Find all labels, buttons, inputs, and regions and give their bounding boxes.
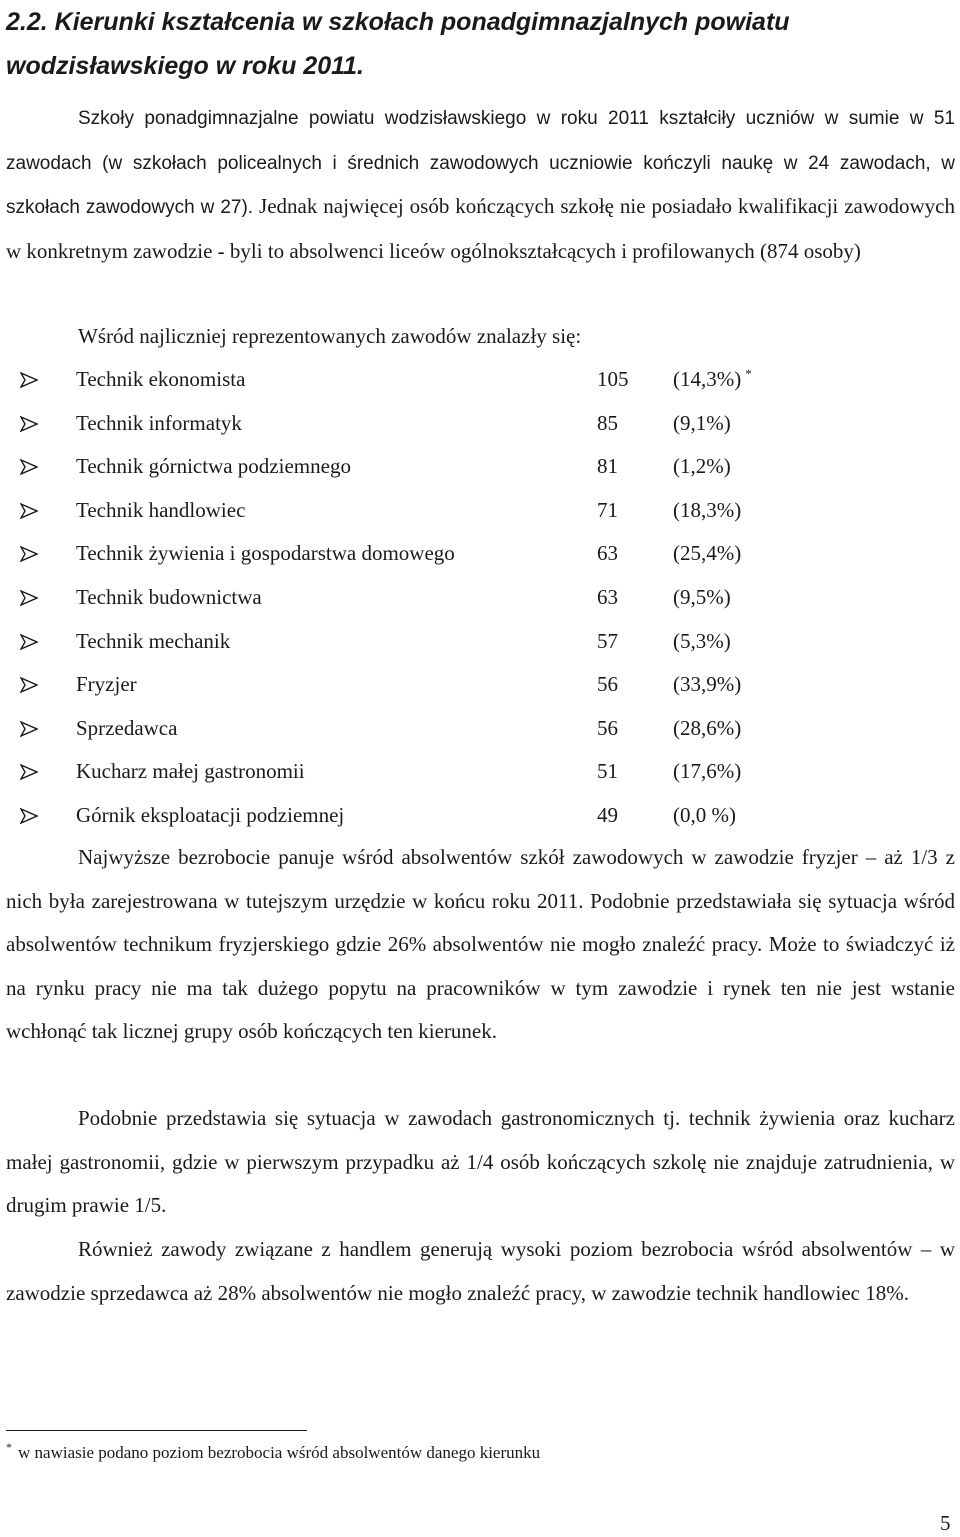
arrowhead-bullet-icon: [20, 590, 38, 606]
unemployment-rate: (33,9%): [673, 672, 742, 697]
arrowhead-bullet-icon: [20, 372, 38, 388]
unemployment-rate: (18,3%): [673, 497, 742, 522]
page-number: 5: [940, 1511, 951, 1535]
profession-name: Technik żywienia i gospodarstwa domowego: [76, 541, 455, 566]
profession-row: [0, 445, 960, 489]
profession-name: Technik informatyk: [76, 410, 242, 435]
arrowhead-bullet-icon: [20, 546, 38, 562]
graduate-count: 56: [597, 715, 618, 740]
footnote-text: w nawiasie podano poziom bezrobocia wśród absolwentów danego kierunku: [18, 1443, 541, 1462]
arrowhead-bullet-icon: [20, 808, 38, 824]
intro-sans-text: Szkoły ponadgimnazjalne powiatu wodzisławskiego w roku 2011 kształciły uczniów w sumie w 51 zawodach (w szkołach policealnych i średnich zawodowych uczniowie kończyli naukę w 24 zawodach, w szkołach zawodowych w 27).: [6, 108, 955, 218]
profession-row: [0, 620, 960, 664]
graduate-count: 85: [597, 410, 618, 435]
footnote: [6, 1438, 540, 1468]
list-lead: Wśród najliczniej reprezentowanych zawodów znalazły się:: [78, 324, 582, 348]
profession-list: [0, 358, 960, 838]
unemployment-rate: (1,2%): [673, 454, 731, 479]
graduate-count: 56: [597, 672, 618, 697]
paragraph-trade: Również zawody związane z handlem generują wysoki poziom bezrobocia wśród absolwentów – w zawodzie sprzedawca aż 28% absolwentów nie mogło znaleźć pracy, w zawodzie technik handlowiec 18%.: [6, 1237, 955, 1305]
profession-row: [0, 794, 960, 838]
profession-name: Górnik eksploatacji podziemnej: [76, 802, 345, 827]
graduate-count: 63: [597, 584, 618, 609]
footnote-reference: *: [745, 366, 752, 381]
arrowhead-bullet-icon: [20, 416, 38, 432]
graduate-count: 71: [597, 497, 618, 522]
footnote-divider: [6, 1430, 307, 1431]
graduate-count: 105: [597, 367, 629, 391]
unemployment-rate: (5,3%): [673, 628, 731, 653]
profession-name: Fryzjer: [76, 672, 137, 697]
profession-name: Technik ekonomista: [76, 367, 246, 391]
profession-row: [0, 750, 960, 794]
profession-name: Sprzedawca: [76, 715, 178, 740]
intro-serif-text: Jednak najwięcej osób kończących szkołę nie posiadało kwalifikacji zawodowych w konkretnym zawodzie - byli to absolwenci liceów ogólnokształcących i profilowanych (874 osoby): [6, 194, 955, 263]
unemployment-rate: (28,6%): [673, 715, 742, 740]
section-heading-line2: wodzisławskiego w roku 2011.: [6, 52, 364, 80]
profession-row: [0, 402, 960, 446]
profession-row: [0, 576, 960, 620]
arrowhead-bullet-icon: [20, 764, 38, 780]
arrowhead-bullet-icon: [20, 503, 38, 519]
arrowhead-bullet-icon: [20, 459, 38, 475]
paragraph-hairdresser: Najwyższe bezrobocie panuje wśród absolwentów szkół zawodowych w zawodzie fryzjer – aż 1/3 z nich była zarejestrowana w tutejszym urzędzie w końcu roku 2011. Podobnie przedstawiała się sytuacja wśród absolwentów technikum fryzjerskiego gdzie 26% absolwentów nie mogło znaleźć pracy. Może to świadczyć iż na rynku pracy nie ma tak dużego popytu na pracowników w tym zawodzie i rynek ten nie jest wstanie wchłonąć tak licznej grupy osób kończących ten kierunek.: [6, 845, 955, 1043]
graduate-count: 51: [597, 759, 618, 784]
graduate-count: 63: [597, 541, 618, 566]
unemployment-rate: (14,3%) *: [673, 366, 752, 391]
footnote-mark: *: [6, 1440, 12, 1455]
arrowhead-bullet-icon: [20, 721, 38, 737]
profession-name: Technik handlowiec: [76, 497, 246, 522]
profession-name: Kucharz małej gastronomii: [76, 759, 305, 784]
arrowhead-bullet-icon: [20, 634, 38, 650]
unemployment-rate: (9,5%): [673, 584, 731, 609]
profession-row: [0, 663, 960, 707]
unemployment-rate: (9,1%): [673, 410, 731, 435]
arrowhead-bullet-icon: [20, 677, 38, 693]
profession-row: [0, 532, 960, 576]
profession-name: Technik mechanik: [76, 628, 231, 653]
paragraph-gastronomy: Podobnie przedstawia się sytuacja w zawodach gastronomicznych tj. technik żywienia oraz kucharz małej gastronomii, gdzie w pierwszym przypadku aż 1/4 osób kończących szkolę nie znajduje zatrudnienia, w drugim prawie 1/5.: [6, 1106, 955, 1217]
unemployment-rate: (25,4%): [673, 541, 742, 566]
profession-row: [0, 358, 960, 402]
profession-name: Technik budownictwa: [76, 584, 262, 609]
graduate-count: 81: [597, 454, 618, 479]
unemployment-rate: (0,0 %): [673, 802, 736, 827]
graduate-count: 57: [597, 628, 618, 653]
graduate-count: 49: [597, 802, 618, 827]
unemployment-rate: (17,6%): [673, 759, 742, 784]
profession-row: [0, 489, 960, 533]
section-heading-line1: 2.2. Kierunki kształcenia w szkołach ponadgimnazjalnych powiatu: [6, 8, 790, 36]
profession-name: Technik górnictwa podziemnego: [76, 454, 351, 479]
profession-row: [0, 707, 960, 751]
section-heading: [6, 0, 946, 88]
intro-paragraph: [6, 96, 955, 273]
